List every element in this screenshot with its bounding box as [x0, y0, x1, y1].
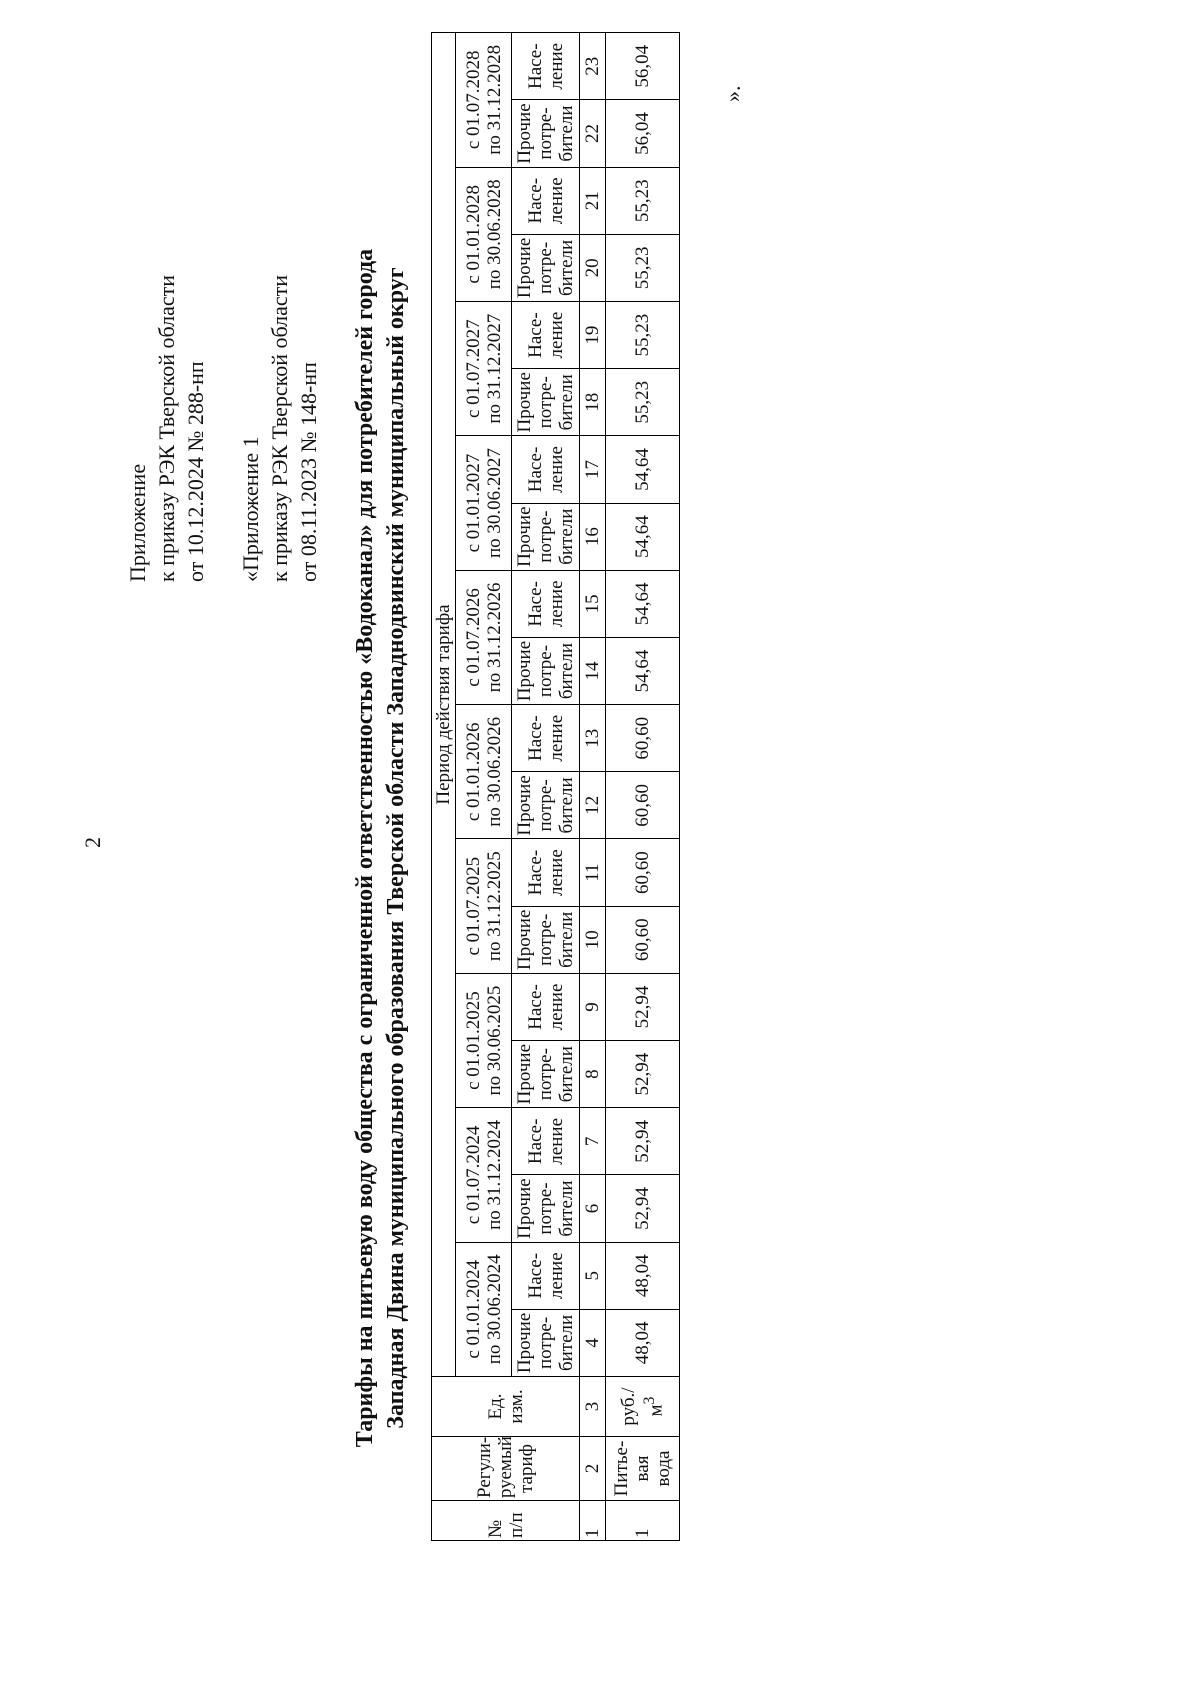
column-number: 13 [580, 705, 606, 772]
column-number: 16 [580, 503, 606, 570]
tariff-value: 55,23 [606, 369, 680, 436]
tariff-value: 48,04 [606, 1242, 680, 1309]
title-line: Тарифы на питьевую воду общества с ограниченной ответственностью «Водоканал» для потребителей города [352, 248, 378, 1448]
tariff-value: 56,04 [606, 33, 680, 100]
period-to: по 30.06.2028 [483, 179, 505, 290]
tariff-value: 55,23 [606, 167, 680, 234]
period-cell [456, 436, 512, 570]
subheader-other-consumers: Прочие потре- бители [512, 772, 580, 839]
period-from: с 01.01.2025 [462, 991, 484, 1090]
subheader-population: Насе- ление [512, 839, 580, 906]
column-number: 3 [580, 1377, 606, 1437]
period-row [456, 33, 512, 1541]
appendix-line: «Приложение 1 [238, 436, 263, 582]
col-no-header: № п/п [432, 1501, 580, 1541]
appendix-line: к приказу РЭК Тверской области [154, 274, 179, 582]
subheader-other-consumers: Прочие потре- бители [512, 637, 580, 704]
subheader-population: Насе- ление [512, 570, 580, 637]
period-from: с 01.01.2028 [462, 184, 484, 284]
appendix-line: к приказу РЭК Тверской области [267, 274, 292, 582]
appendix-line: от 08.11.2023 № 148-нп [296, 362, 321, 582]
column-number: 15 [580, 570, 606, 637]
period-to: по 30.06.2024 [483, 1254, 505, 1365]
appendix-line: Приложение [125, 463, 150, 582]
period-from: с 01.07.2027 [462, 319, 484, 419]
period-cell [456, 1242, 512, 1376]
period-cell [456, 1108, 512, 1242]
tariff-value: 54,64 [606, 436, 680, 503]
period-to: по 31.12.2026 [483, 582, 505, 693]
closing-quote: ». [720, 85, 745, 102]
period-to: по 31.12.2024 [483, 1119, 505, 1230]
unit-power: 3 [641, 1396, 659, 1405]
period-to: по 31.12.2028 [483, 44, 505, 155]
column-number: 14 [580, 637, 606, 704]
period-cell [456, 33, 512, 168]
column-number: 7 [580, 1108, 606, 1175]
appendix-header [123, 275, 210, 582]
column-number: 17 [580, 436, 606, 503]
period-cell [456, 839, 512, 973]
period-cell [456, 705, 512, 839]
tariff-value: 60,60 [606, 772, 680, 839]
amended-appendix-header [236, 275, 323, 582]
column-number: 22 [580, 100, 606, 167]
row-unit [606, 1377, 680, 1437]
column-number: 2 [580, 1437, 606, 1501]
tariff-value: 56,04 [606, 100, 680, 167]
period-from: с 01.07.2025 [462, 856, 484, 956]
column-number: 23 [580, 33, 606, 100]
period-from: с 01.07.2028 [462, 50, 484, 150]
tariff-value: 60,60 [606, 839, 680, 906]
tariff-value: 52,94 [606, 973, 680, 1040]
column-number: 11 [580, 839, 606, 906]
subheader-other-consumers: Прочие потре- бители [512, 906, 580, 973]
tariff-value: 54,64 [606, 570, 680, 637]
period-cell [456, 973, 512, 1107]
period-from: с 01.01.2027 [462, 453, 484, 553]
unit-main: руб./ [618, 1387, 640, 1426]
subheader-population: Насе- ление [512, 705, 580, 772]
subheader-population: Насе- ление [512, 436, 580, 503]
tariff-value: 52,94 [606, 1175, 680, 1242]
tariff-value: 55,23 [606, 302, 680, 369]
subheader-other-consumers: Прочие потре- бители [512, 234, 580, 301]
column-number: 20 [580, 234, 606, 301]
subheader-other-consumers: Прочие потре- бители [512, 369, 580, 436]
column-number: 12 [580, 772, 606, 839]
subheader-population: Насе- ление [512, 33, 580, 100]
column-number: 18 [580, 369, 606, 436]
subheader-other-consumers: Прочие потре- бители [512, 100, 580, 167]
period-cell [456, 167, 512, 301]
tariff-value: 60,60 [606, 705, 680, 772]
subheader-population: Насе- ление [512, 1108, 580, 1175]
column-number: 8 [580, 1041, 606, 1108]
column-number-row [580, 33, 606, 1541]
period-to: по 31.12.2025 [483, 851, 505, 962]
subheader-population: Насе- ление [512, 302, 580, 369]
period-to: по 31.12.2027 [483, 313, 505, 424]
row-tariff-name: Питье- вая вода [606, 1437, 680, 1501]
unit-sub [639, 1379, 666, 1434]
period-to: по 30.06.2025 [483, 985, 505, 1096]
subheader-row [512, 33, 580, 1541]
subheader-population: Насе- ление [512, 973, 580, 1040]
period-to: по 30.06.2027 [483, 448, 505, 559]
tariff-value: 54,64 [606, 637, 680, 704]
col-tariff-header: Регули- руемый тариф [432, 1437, 580, 1501]
subheader-other-consumers: Прочие потре- бители [512, 1309, 580, 1376]
col-unit-header: Ед. изм. [432, 1377, 580, 1437]
column-number: 10 [580, 906, 606, 973]
column-number: 9 [580, 973, 606, 1040]
period-from: с 01.01.2024 [462, 1259, 484, 1359]
period-from: с 01.07.2024 [462, 1125, 484, 1225]
page-number: 2 [80, 837, 105, 848]
table-row [606, 33, 680, 1541]
subheader-population: Насе- ление [512, 1242, 580, 1309]
period-to: по 30.06.2026 [483, 716, 505, 827]
column-number: 21 [580, 167, 606, 234]
column-number: 6 [580, 1175, 606, 1242]
subheader-other-consumers: Прочие потре- бители [512, 1041, 580, 1108]
column-number: 5 [580, 1242, 606, 1309]
document-title [350, 0, 412, 1696]
unit-base: м [645, 1404, 667, 1417]
tariff-value: 52,94 [606, 1108, 680, 1175]
period-header: Период действия тарифа [432, 33, 456, 1377]
subheader-other-consumers: Прочие потре- бители [512, 503, 580, 570]
row-number: 1 [606, 1501, 680, 1541]
tariff-table [431, 32, 680, 1541]
column-number: 1 [580, 1501, 606, 1541]
period-from: с 01.07.2026 [462, 588, 484, 687]
subheader-other-consumers: Прочие потре- бители [512, 1175, 580, 1242]
period-cell [456, 570, 512, 704]
appendix-line: от 10.12.2024 № 288-нп [183, 361, 208, 582]
period-from: с 01.01.2026 [462, 722, 484, 822]
subheader-population: Насе- ление [512, 167, 580, 234]
header-row [432, 33, 456, 1541]
title-line: Западная Двина муниципального образования Тверской области Западнодвинский муниципальный округ [383, 267, 409, 1429]
column-number: 19 [580, 302, 606, 369]
tariff-value: 48,04 [606, 1309, 680, 1376]
tariff-value: 60,60 [606, 906, 680, 973]
tariff-value: 52,94 [606, 1041, 680, 1108]
tariff-value: 55,23 [606, 234, 680, 301]
period-cell [456, 302, 512, 436]
column-number: 4 [580, 1309, 606, 1376]
tariff-value: 54,64 [606, 503, 680, 570]
